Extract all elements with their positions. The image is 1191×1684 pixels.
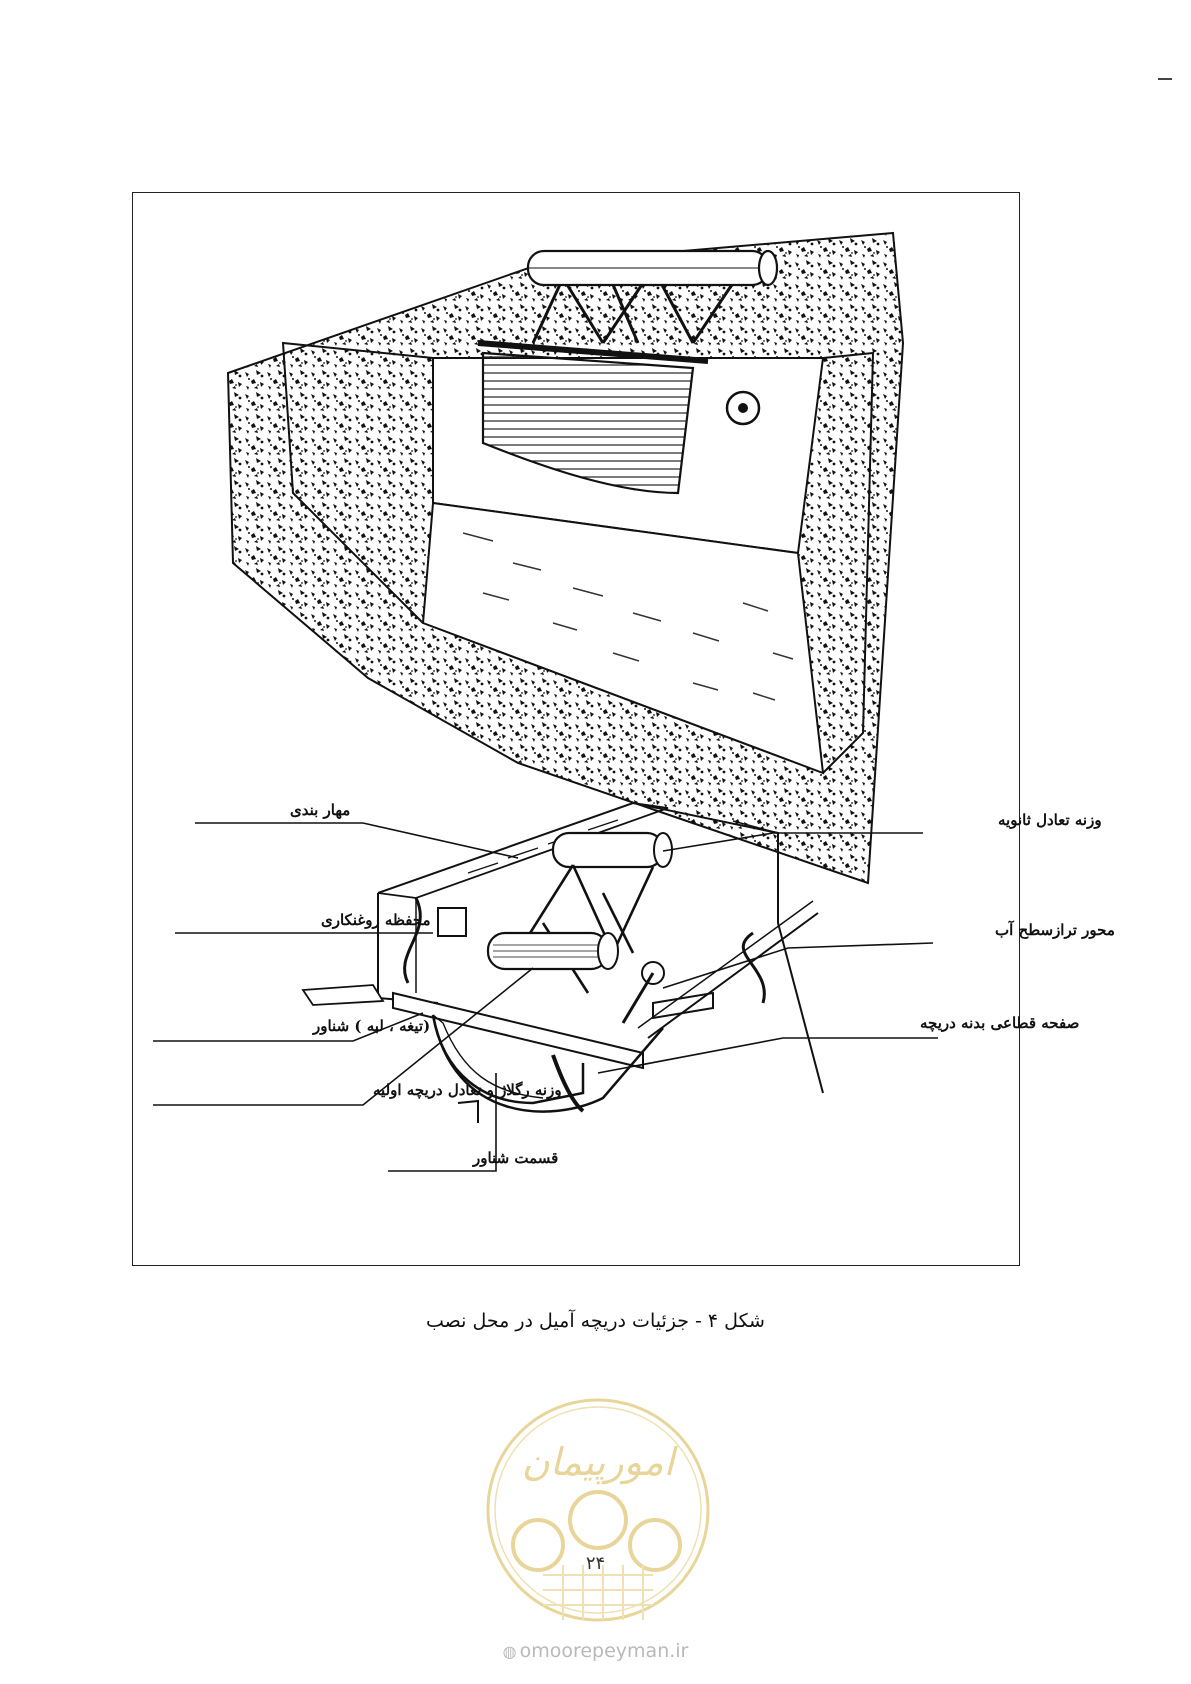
figure-frame [132,192,1115,1266]
label-body-plate: صفحه قطاعی بدنه دریچه [920,1014,1080,1032]
page-number: ۲۴ [585,1553,606,1574]
watermark-text: امورپیمان [521,1440,675,1484]
gate-illustration [133,193,1115,1264]
gate-schematic [153,801,1115,1171]
concrete-channel-drawing [228,233,903,883]
site-watermark [0,1640,1191,1662]
label-float-section: قسمت شناور [473,1149,559,1167]
figure-caption: شکل ۴ - جزئیات دریچه آمیل در محل نصب [426,1310,765,1332]
label-secondary-counterweight: وزنه تعادل ثانویه [998,811,1102,829]
label-float-blade: (تیغه ، لبه ) شناور [313,1017,431,1035]
label-bracing: مهار بندی [290,801,351,819]
site-name: omoorepeyman.ir [519,1640,689,1662]
globe-icon: ◍ [502,1642,517,1661]
label-primary-counterweight: وزنه رگلاژ و تعادل دریچه اولیه [373,1081,562,1099]
corner-dash [1158,78,1172,80]
label-water-level-axis: محور ترازسطح آب [995,921,1115,939]
watermark-seal [483,1395,713,1625]
label-oil-housing: محفظه روغنکاری [321,911,431,929]
